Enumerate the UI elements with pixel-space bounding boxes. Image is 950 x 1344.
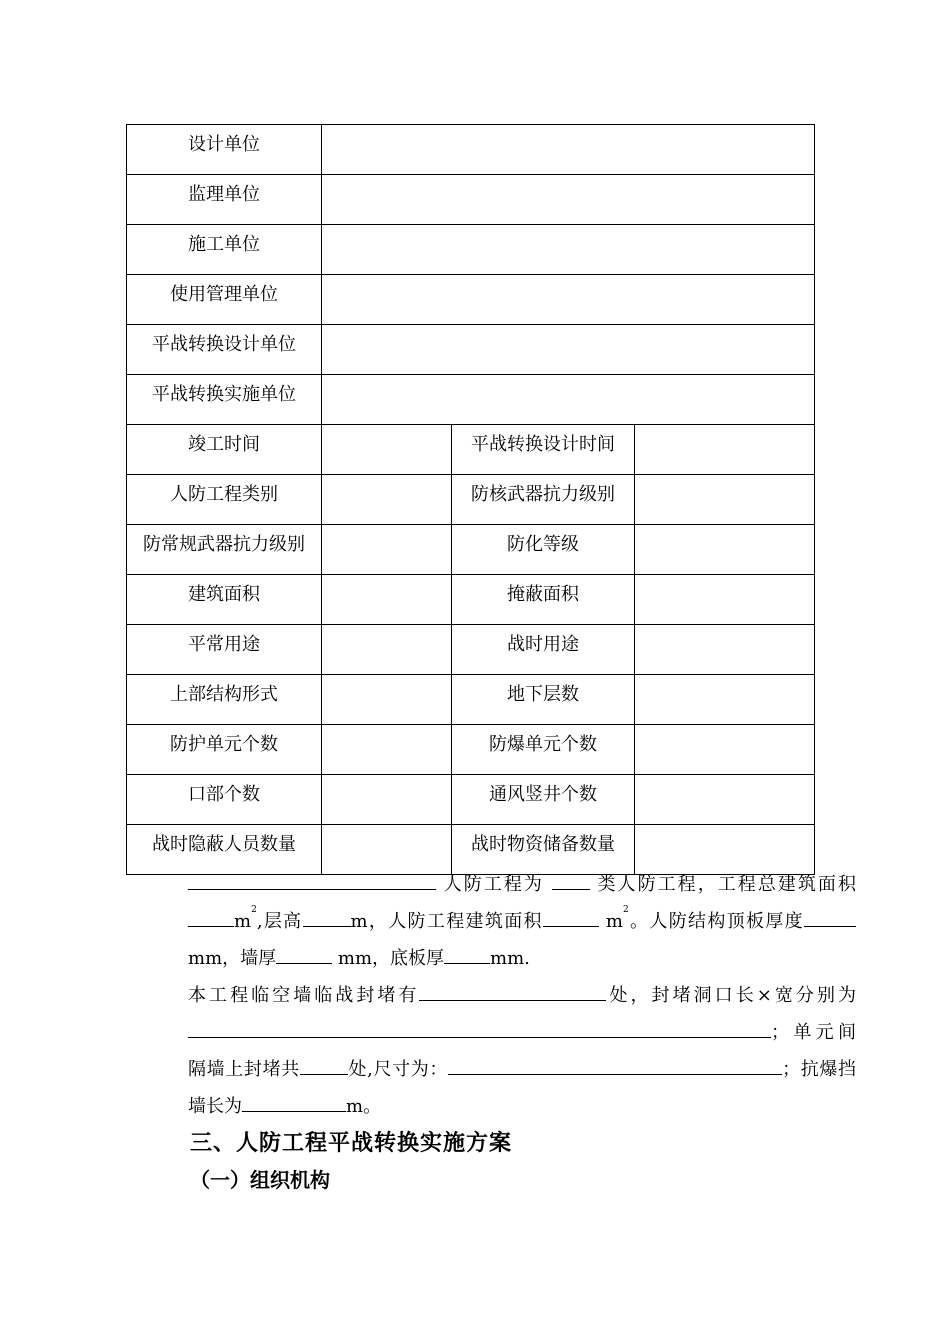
table-row bbox=[127, 525, 815, 575]
field-label: 平常用途 bbox=[127, 625, 322, 675]
field-value-cell[interactable] bbox=[322, 625, 452, 675]
table-row bbox=[127, 375, 815, 425]
field-value-cell[interactable] bbox=[635, 625, 815, 675]
field-label: 上部结构形式 bbox=[127, 675, 322, 725]
field-value-cell[interactable] bbox=[322, 275, 815, 325]
blank-opening-sizes[interactable] bbox=[188, 1019, 771, 1038]
field-value-cell[interactable] bbox=[322, 675, 452, 725]
field-value-cell[interactable] bbox=[322, 475, 452, 525]
blank-project-name[interactable] bbox=[188, 871, 436, 890]
field-label: 掩蔽面积 bbox=[452, 575, 635, 625]
field-value-cell[interactable] bbox=[635, 775, 815, 825]
field-value-cell[interactable] bbox=[322, 225, 815, 275]
field-label: 平战转换设计单位 bbox=[127, 325, 322, 375]
field-label: 设计单位 bbox=[127, 125, 322, 175]
field-label: 人防工程类别 bbox=[127, 475, 322, 525]
table-row bbox=[127, 325, 815, 375]
field-value-cell[interactable] bbox=[322, 525, 452, 575]
project-summary-paragraph: 人防工程为 类人防工程，工程总建筑面积$m^2$,层高 m，人防工程建筑面积 $m^2$。人防结构顶板厚度mm，墙厚 mm，底板厚 mm. bbox=[144, 866, 856, 977]
field-label: 防化等级 bbox=[452, 525, 635, 575]
blank-unit-wall-plugs[interactable] bbox=[300, 1056, 348, 1075]
field-value-cell[interactable] bbox=[322, 375, 815, 425]
blank-plug-dimensions[interactable] bbox=[448, 1056, 782, 1075]
field-value-cell[interactable] bbox=[322, 775, 452, 825]
field-value-cell[interactable] bbox=[635, 575, 815, 625]
field-label: 防爆单元个数 bbox=[452, 725, 635, 775]
blank-roof-thickness[interactable] bbox=[804, 908, 856, 927]
table-row bbox=[127, 575, 815, 625]
field-value-cell[interactable] bbox=[322, 125, 815, 175]
table-row bbox=[127, 175, 815, 225]
section-heading: 三、人防工程平战转换实施方案 bbox=[190, 1131, 513, 1156]
blank-floor-slab-thickness[interactable] bbox=[444, 945, 490, 964]
blank-blast-wall-length[interactable] bbox=[242, 1093, 346, 1112]
field-value-cell[interactable] bbox=[322, 575, 452, 625]
field-label: 防常规武器抗力级别 bbox=[127, 525, 322, 575]
field-label: 监理单位 bbox=[127, 175, 322, 225]
field-value-cell[interactable] bbox=[322, 325, 815, 375]
table-row bbox=[127, 725, 815, 775]
table-row bbox=[127, 475, 815, 525]
field-label: 通风竖井个数 bbox=[452, 775, 635, 825]
field-label: 地下层数 bbox=[452, 675, 635, 725]
field-value-cell[interactable] bbox=[322, 425, 452, 475]
blank-civil-defense-area[interactable] bbox=[543, 908, 599, 927]
blank-plug-count[interactable] bbox=[419, 982, 606, 1001]
field-label: 建筑面积 bbox=[127, 575, 322, 625]
field-value-cell[interactable] bbox=[635, 475, 815, 525]
table-row bbox=[127, 425, 815, 475]
field-value-cell[interactable] bbox=[635, 425, 815, 475]
table-row bbox=[127, 275, 815, 325]
field-value-cell[interactable] bbox=[635, 525, 815, 575]
field-label: 使用管理单位 bbox=[127, 275, 322, 325]
field-label: 战时隐蔽人员数量 bbox=[127, 825, 322, 875]
field-value-cell[interactable] bbox=[635, 675, 815, 725]
blank-project-class[interactable] bbox=[552, 871, 590, 890]
blank-wall-thickness[interactable] bbox=[276, 945, 332, 964]
field-label: 口部个数 bbox=[127, 775, 322, 825]
field-value-cell[interactable] bbox=[322, 725, 452, 775]
field-label: 防核武器抗力级别 bbox=[452, 475, 635, 525]
field-label: 平战转换实施单位 bbox=[127, 375, 322, 425]
plugging-paragraph: 本工程临空墙临战封堵有 处，封堵洞口长×宽分别为；单元间隔墙上封堵共 处,尺寸为： ；抗爆挡墙长为 m。 bbox=[144, 977, 856, 1125]
blank-floor-height[interactable] bbox=[303, 908, 351, 927]
table-row bbox=[127, 625, 815, 675]
project-info-table bbox=[126, 124, 815, 875]
field-label: 防护单元个数 bbox=[127, 725, 322, 775]
subsection-heading: （一）组织机构 bbox=[190, 1168, 330, 1192]
field-label: 竣工时间 bbox=[127, 425, 322, 475]
table-row bbox=[127, 775, 815, 825]
blank-total-area[interactable] bbox=[188, 908, 234, 927]
table-row bbox=[127, 225, 815, 275]
field-label: 施工单位 bbox=[127, 225, 322, 275]
field-label: 战时用途 bbox=[452, 625, 635, 675]
field-value-cell[interactable] bbox=[635, 725, 815, 775]
field-label: 平战转换设计时间 bbox=[452, 425, 635, 475]
table-row bbox=[127, 675, 815, 725]
field-value-cell[interactable] bbox=[322, 175, 815, 225]
field-label: 战时物资储备数量 bbox=[452, 825, 635, 875]
table-row bbox=[127, 125, 815, 175]
